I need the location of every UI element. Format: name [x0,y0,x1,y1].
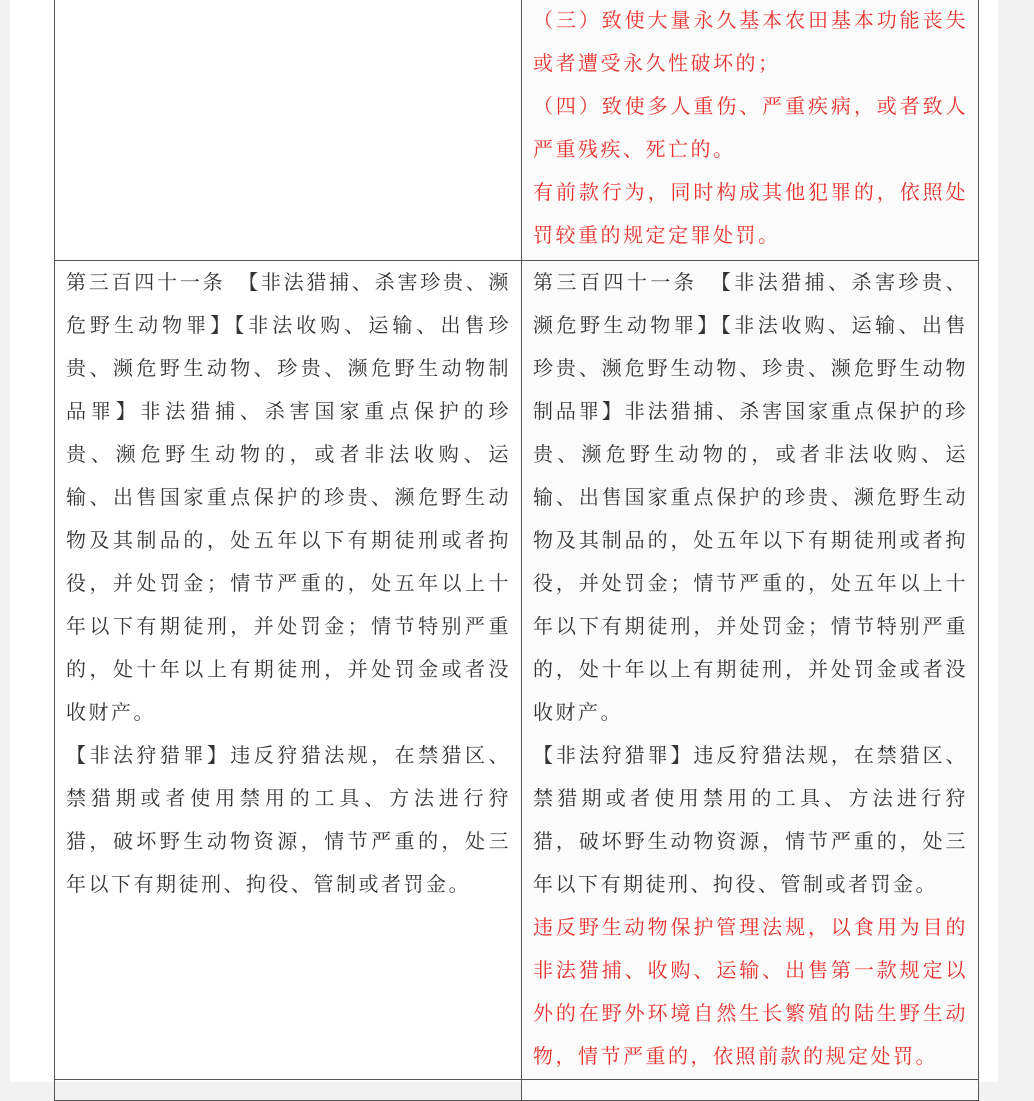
new-text-cell [522,1080,979,1101]
old-text-cell [55,1080,522,1101]
paragraph: （四）致使多人重伤、严重疾病，或者致人严重残疾、死亡的。 [533,94,968,161]
paragraph: 第三百四十一条 【非法猎捕、杀害珍贵、濒危野生动物罪】【非法收购、运输、出售珍贵、濒危野生动物、珍贵、濒危野生动物制品罪】非法猎捕、杀害国家重点保护的珍贵、濒危野生动物的，或者非法收购、运输、出售国家重点保护的珍贵、濒危野生动物及其制品的，处五年以下有期徒刑或者拘役，并处罚金；情节严重的，处五年以上十年以下有期徒刑，并处罚金；情节特别严重的，处十年以上有期徒刑，并处罚金或者没收财产。 [533,270,968,724]
new-text-cell [522,261,979,1080]
new-text-cell [522,0,979,261]
table-row [55,261,979,1080]
paragraph: 第三百四十一条 【非法猎捕、杀害珍贵、濒危野生动物罪】【非法收购、运输、出售珍贵、濒危野生动物、珍贵、濒危野生动物制品罪】非法猎捕、杀害国家重点保护的珍贵、濒危野生动物的，或者非法收购、运输、出售国家重点保护的珍贵、濒危野生动物及其制品的，处五年以下有期徒刑或者拘役，并处罚金；情节严重的，处五年以上十年以下有期徒刑，并处罚金；情节特别严重的，处十年以上有期徒刑，并处罚金或者没收财产。 [66,270,511,724]
paragraph: 有前款行为，同时构成其他犯罪的，依照处罚较重的规定定罪处罚。 [533,180,968,247]
paragraph: （三）致使大量永久基本农田基本功能丧失或者遭受永久性破坏的； [533,8,968,75]
paragraph: 【非法狩猎罪】违反狩猎法规，在禁猎区、禁猎期或者使用禁用的工具、方法进行狩猎，破坏野生动物资源，情节严重的，处三年以下有期徒刑、拘役、管制或者罚金。 [533,743,968,896]
old-text-cell [55,261,522,1080]
table-row [55,1080,979,1101]
paragraph: 【非法狩猎罪】违反狩猎法规，在禁猎区、禁猎期或者使用禁用的工具、方法进行狩猎，破坏野生动物资源，情节严重的，处三年以下有期徒刑、拘役、管制或者罚金。 [66,743,511,896]
document-page [10,0,998,1082]
old-text-cell [55,0,522,261]
comparison-table [54,0,979,1101]
table-row [55,0,979,261]
paragraph: 违反野生动物保护管理法规，以食用为目的非法猎捕、收购、运输、出售第一款规定以外的在野外环境自然生长繁殖的陆生野生动物，情节严重的，依照前款的规定处罚。 [533,915,968,1068]
